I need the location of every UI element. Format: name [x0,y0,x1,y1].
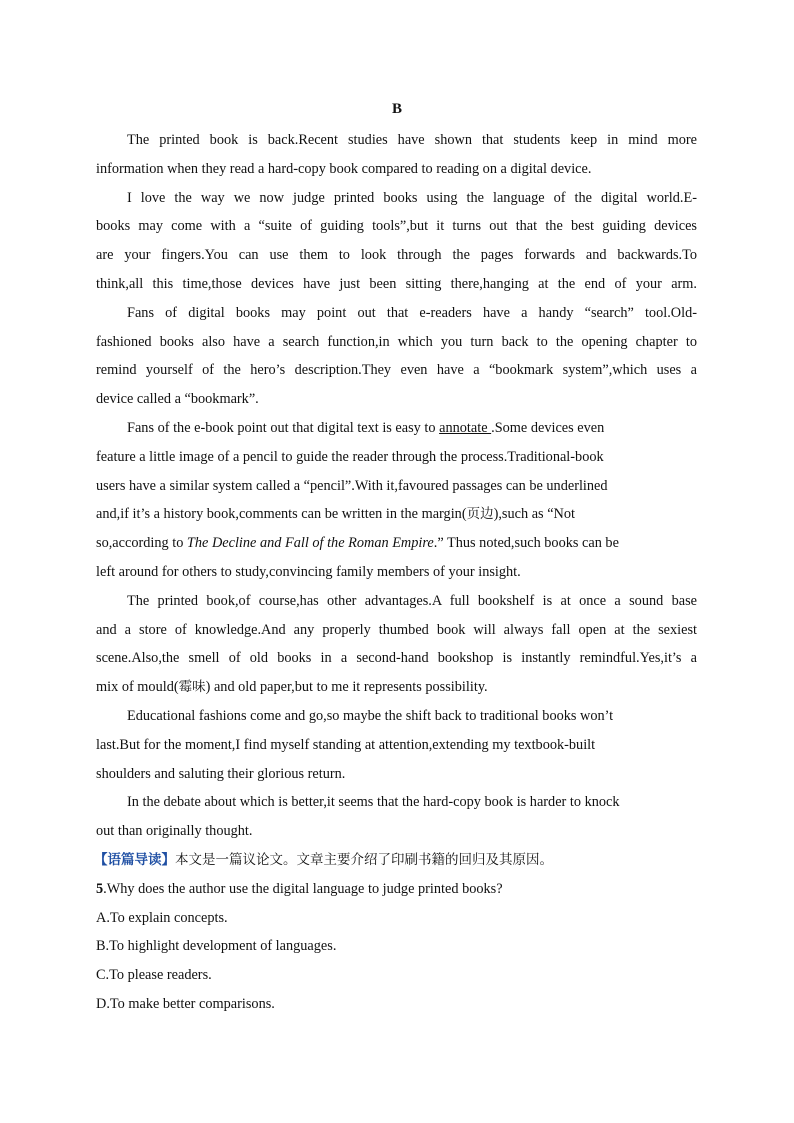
gloss-mould: 霉味 [178,679,206,695]
paragraph-2-line-2: books may come with a “suite of guiding tools”,but it turns out that the best guiding devices [96,218,697,234]
paragraph-2-line-4: think,all this time,those devices have just been sitting there,hanging at the end of your arm. [96,276,697,292]
reading-guide-text: 本文是一篇议论文。文章主要介绍了印刷书籍的回归及其原因。 [175,852,553,868]
text-span: and,if it’s a history book,comments can be written in the margin( [96,506,467,522]
text-span: mix of mould( [96,679,179,695]
question-number: 5 [96,881,104,897]
paragraph-3-line-1: Fans of digital books may point out that e-readers have a handy “search” tool.Old- [127,305,697,321]
paragraph-5-line-3: scene.Also,the smell of old books in a second-hand bookshop is instantly remindful.Yes,it’s a [96,650,697,666]
option-a: A.To explain concepts. [96,910,228,926]
text-span: so,according to [96,535,187,551]
paragraph-5-line-1: The printed book,of course,has other advantages.A full bookshelf is at once a sound base [127,593,697,609]
paragraph-1-line-1: The printed book is back.Recent studies have shown that students keep in mind more [127,132,697,148]
paragraph-4-line-2: feature a little image of a pencil to guide the reader through the process.Traditional-book [96,449,604,465]
book-title-italic: The Decline and Fall of the Roman Empire [186,535,434,551]
gloss-margin: 页边 [466,506,494,522]
paragraph-4-line-6: left around for others to study,convincing family members of your insight. [96,564,521,580]
paragraph-5-line-4 [96,677,488,697]
paragraph-2-line-1: I love the way we now judge printed books using the language of the digital world.E- [127,190,697,206]
paragraph-6-line-1: Educational fashions come and go,so maybe the shift back to traditional books won’t [127,708,614,724]
underlined-word-annotate: annotate [439,420,492,436]
paragraph-2-line-3: are your fingers.You can use them to look through the pages forwards and backwards.To [96,247,697,263]
question-text: .Why does the author use the digital language to judge printed books? [103,881,503,897]
paragraph-7-line-2: out than originally thought. [96,823,253,839]
section-title: B [391,101,402,117]
option-b: B.To highlight development of languages. [96,938,337,954]
paragraph-4-line-3: users have a similar system called a “pencil”.With it,favoured passages can be underlined [96,478,608,494]
option-d: D.To make better comparisons. [96,996,275,1012]
reading-guide [94,850,553,870]
paragraph-1-line-2: information when they read a hard-copy book compared to reading on a digital device. [96,161,592,177]
paragraph-6-line-3: shoulders and saluting their glorious return. [96,766,346,782]
paragraph-6-line-2: last.But for the moment,I find myself standing at attention,extending my textbook-built [96,737,596,753]
text-span: Fans of the e-book point out that digital text is easy to [127,420,440,436]
text-span: .” Thus noted,such books can be [433,535,619,551]
text-span: ) and old paper,but to me it represents possibility. [205,679,488,695]
paragraph-5-line-2: and a store of knowledge.And any properly thumbed book will always fall open at the sexiest [96,622,697,638]
question-stem [96,879,503,899]
paragraph-3-line-2: fashioned books also have a search function,in which you turn back to the opening chapter to [96,334,697,350]
paragraph-3-line-4: device called a “bookmark”. [96,391,259,407]
paragraph-3-line-3: remind yourself of the hero’s description.They even have a “bookmark system”,which uses a [96,362,697,378]
text-span: .Some devices even [491,420,605,436]
paragraph-4-line-1 [127,418,604,438]
paragraph-4-line-5 [96,533,619,553]
option-c: C.To please readers. [96,967,212,983]
reading-guide-label: 【语篇导读】 [94,852,175,868]
paragraph-4-line-4 [96,504,575,524]
text-span: ),such as “Not [493,506,575,522]
paragraph-7-line-1: In the debate about which is better,it seems that the hard-copy book is harder to knock [127,794,620,810]
